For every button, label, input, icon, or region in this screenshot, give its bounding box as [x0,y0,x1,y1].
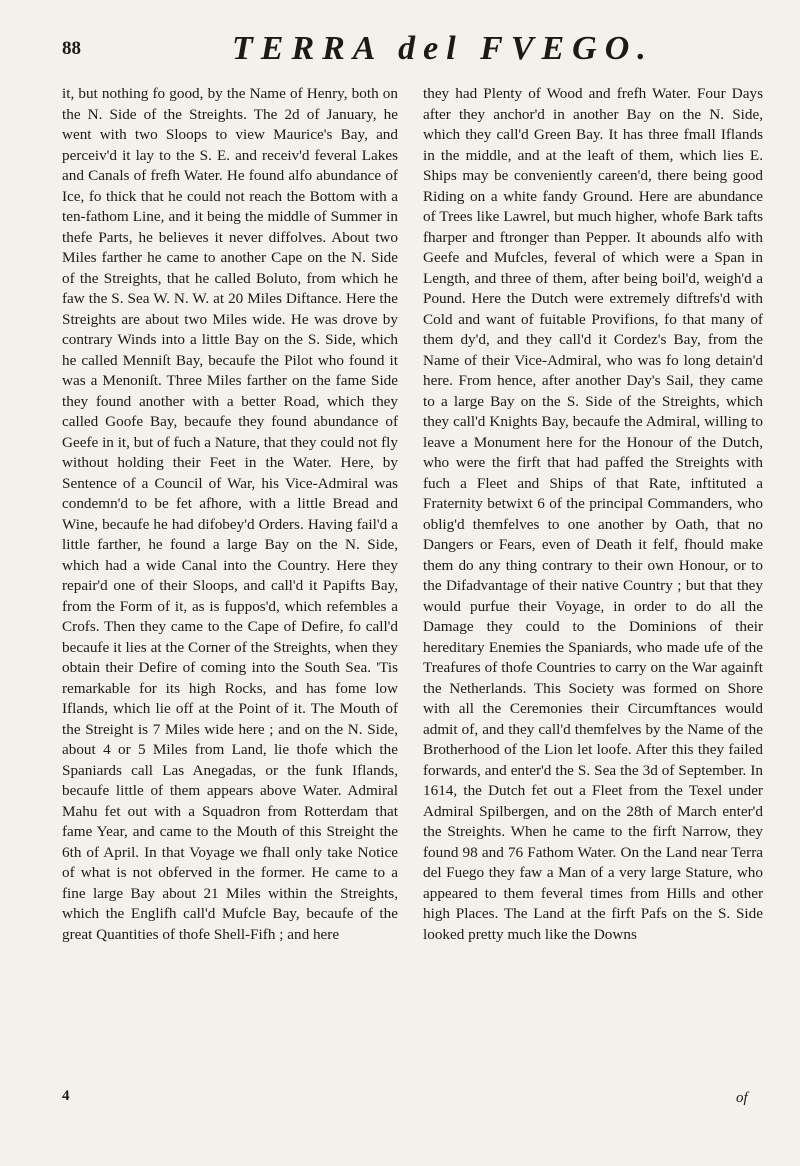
page-number: 88 [62,38,81,59]
signature-mark: 4 [62,1088,70,1104]
left-column [62,84,398,945]
page-header [62,30,762,74]
right-column-text: they had Plenty of Wood and frefh Water. Four Days after they anchor'd in another Bay on the N. Side, which they call'd Green Bay. It has three fmall Iflands in the middle, and at the leaft of them, which lies E. Ships may be conveniently careen'd, there being good Riding on a white fandy Ground. Here are abundance of Trees like Lawrel, but much higher, whofe Bark tafts fharper and ftronger than Pepper. It abounds alfo with Geefe and Mufcles, feveral of which were a Span in Length, and three of them, after being boil'd, weigh'd a Pound. Here the Dutch were extremely diftrefs'd with Cold and want of fuitable Provifions, fo that many of them dy'd, and they call'd it Cordez's Bay, from the Name of their Vice-Admiral, who was fo long detain'd here. From hence, after another Day's Sail, they came to a large Bay on the S. Side of the Streights, which they call'd Knights Bay, becaufe the Admiral, willing to leave a Monument here for the Honour of the Dutch, who were the firft that had paffed the Streights with fuch a Fleet and Ships of that Rate, inftituted a Fraternity betwixt 6 of the principal Commanders, who oblig'd themfelves to one another by Oath, that no Dangers or Fears, even of Death it felf, fhould make them do any thing contrary to their own Honour, or to the Difadvantage of their native Country ; but that they would purfue their Voyage, in order to do all the Damage they could to the Dominions of their hereditary Enemies the Spaniards, who made ufe of the Treafures of thofe Countries to carry on the War againft the Netherlands. This Society was formed on Shore with all the Ceremonies their Circumftances would admit of, and they call'd themfelves by the Name of the Brotherhood of the Lion let loofe. After this they failed forwards, and enter'd the S. Sea the 3d of September. In 1614, the Dutch fet out a Fleet from the Texel under Admiral Spilbergen, and on the 28th of March enter'd the Streights. When he came to the firft Narrow, they found 98 and 76 Fathom Water. On the Land near Terra del Fuego they faw a Man of a very large Stature, who appeared to them feveral times from Hills and other high Places. The Land at the firft Pafs on the S. Side looked pretty much like the Downs [423,85,763,943]
left-column-text: it, but nothing fo good, by the Name of Henry, both on the N. Side of the Streights. The 2d of January, he went with two Sloops to view Maurice's Bay, and perceiv'd it lay to the S. E. and receiv'd feveral Lakes and Canals of frefh Water. He found alfo abundance of Ice, fo thick that he could not reach the Bottom with a ten-fathom Line, and it being the middle of Summer in thefe Parts, he believes it never diffolves. About two Miles farther he came to another Cape on the N. Side of the Streights, that he called Boluto, from which he faw the S. Sea W. N. W. at 20 Miles Diftance. Here the Streights are about two Miles wide. He was drove by contrary Winds into a little Bay on the S. Side, which he called Menniſt Bay, becaufe the Pilot who found it was a Menoniſt. Three Miles farther on the fame Side they found another with a better Road, which they called Goofe Bay, becaufe they found abundance of Geefe in it, but of fuch a Nature, that they could not fly without holding their Feet in the Water. Here, by Sentence of a Council of War, his Vice-Admiral was condemn'd to be fet afhore, with a little Bread and Wine, becaufe he had difobey'd Orders. Having fail'd a little farther, he found a large Bay on the N. Side, which had a wide Canal into the Country. Here they repair'd one of their Sloops, and call'd it Papifts Bay, from the Form of it, as is fuppos'd, which refembles a Crofs. Then they came to the Cape of Defire, fo call'd becaufe it lies at the Corner of the Streights, when they obtain their Defire of coming into the South Sea. 'Tis remarkable for its high Rocks, and has fome low Iflands, which lie off at the Point of it. The Mouth of the Streight is 7 Miles wide here ; and on the N. Side, about 4 or 5 Miles from Land, lie thofe which the Spaniards call Las Anegadas, or the funk Iflands, becaufe little of them appears above Water. Admiral Mahu fet out with a Squadron from Rotterdam that fame Year, and came to the Mouth of this Streight the 6th of April. In that Voyage we fhall only take Notice of what is not obferved in the former. He came to a fine large Bay about 21 Miles within the Streights, which the Englifh call'd Mufcle Bay, becaufe of the great Quantities of thofe Shell-Fifh ; and here [62,85,398,943]
running-title: TERRA del FVEGO. [232,30,654,67]
right-column [423,84,763,945]
catchword: of [736,1090,748,1106]
